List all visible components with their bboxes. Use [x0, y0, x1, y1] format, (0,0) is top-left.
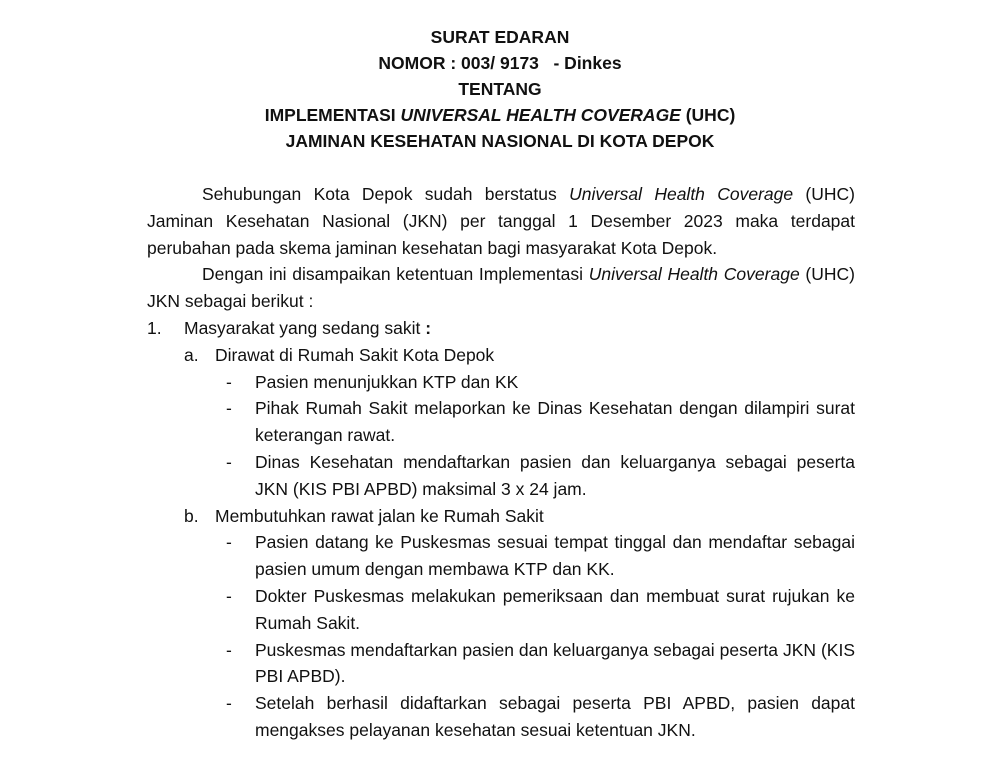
letter-number: NOMOR : 003/ 9173 - Dinkes — [378, 53, 622, 73]
sub-item-b-letter: b. — [184, 505, 199, 526]
paragraph-2-after: (UHC) JKN sebagai berikut : — [147, 264, 855, 312]
paragraph-1-before: Sehubungan Kota Depok sudah berstatus — [202, 184, 570, 204]
bullet-text: Pasien menunjukkan KTP dan KK — [255, 371, 519, 392]
sub-item-b-text: Membutuhkan rawat jalan ke Rumah Sakit — [215, 505, 544, 526]
paragraph-2-before: Dengan ini disampaikan ketentuan Implementasi — [202, 264, 589, 285]
bullet-text: Setelah berhasil didaftarkan sebagai peserta PBI APBD, pasien dapat mengakses pelayanan kesehatan sesuai ketentuan JKN. — [255, 693, 855, 740]
letter-header — [0, 24, 1000, 154]
sub-item-a-text: Dirawat di Rumah Sakit Kota Depok — [215, 344, 495, 365]
list-item-1-text — [184, 315, 855, 342]
bullet-text: Pihak Rumah Sakit melaporkan ke Dinas Kesehatan dengan dilampiri surat keterangan rawat. — [255, 398, 855, 446]
letter-title: SURAT EDARAN — [430, 27, 570, 47]
paragraph-1-italic: Universal Health Coverage — [569, 184, 794, 204]
list-item — [226, 690, 855, 744]
dash-marker: - — [226, 371, 232, 392]
bullet-text: Pasien datang ke Puskesmas sesuai tempat tinggal dan mendaftar sebagai pasien umum dengan membawa KTP dan KK. — [255, 532, 855, 580]
paragraph-1-after: (UHC) Jaminan Kesehatan Nasional (JKN) per tanggal 1 Desember 2023 maka terdapat perubahan pada skema jaminan kesehatan bagi masyarakat Kota Depok. — [147, 184, 855, 258]
list-item-1 — [147, 315, 855, 342]
dash-marker: - — [226, 639, 232, 660]
list-item-1-label: Masyarakat yang sedang sakit — [184, 317, 426, 338]
letter-subject-line1 — [0, 102, 1000, 128]
sub-item-a-letter: a. — [184, 344, 199, 365]
letter-tentang: TENTANG — [458, 79, 542, 99]
sub-item-a — [184, 342, 855, 369]
list-item — [226, 529, 855, 583]
dash-marker: - — [226, 451, 232, 472]
list-item — [226, 369, 855, 396]
subject-italic: UNIVERSAL HEALTH COVERAGE — [400, 105, 681, 125]
subject-prefix: IMPLEMENTASI — [264, 105, 401, 125]
list-item — [226, 583, 855, 637]
letter-body — [147, 181, 855, 744]
bullet-text: Puskesmas mendaftarkan pasien dan keluarganya sebagai peserta JKN (KIS PBI APBD). — [255, 639, 855, 687]
list-item-1-number: 1. — [147, 317, 162, 338]
letter-subject-line2: JAMINAN KESEHATAN NASIONAL DI KOTA DEPOK — [285, 131, 715, 151]
paragraph-2 — [147, 261, 855, 315]
dash-marker: - — [226, 532, 232, 553]
dash-marker: - — [226, 693, 232, 714]
dash-marker: - — [226, 585, 232, 606]
sub-item-b — [184, 503, 855, 530]
list-item — [226, 395, 855, 449]
list-item — [226, 449, 855, 503]
paragraph-1 — [147, 181, 855, 261]
subject-suffix: (UHC) — [680, 105, 736, 125]
bullet-text: Dokter Puskesmas melakukan pemeriksaan dan membuat surat rujukan ke Rumah Sakit. — [255, 585, 855, 633]
list-item-1-colon: : — [425, 317, 432, 338]
paragraph-2-italic: Universal Health Coverage — [588, 264, 800, 285]
dash-marker: - — [226, 398, 232, 419]
list-item — [226, 637, 855, 691]
bullet-text: Dinas Kesehatan mendaftarkan pasien dan keluarganya sebagai peserta JKN (KIS PBI APBD) maksimal 3 x 24 jam. — [255, 451, 855, 499]
